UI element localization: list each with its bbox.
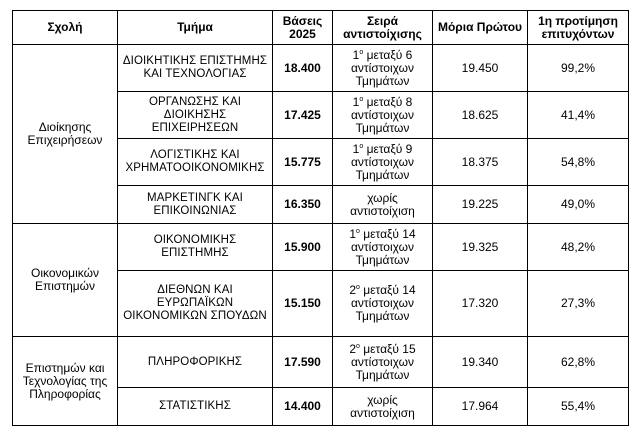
table-row: [13, 224, 629, 271]
rank-ordinal: ο: [356, 342, 360, 350]
department-cell: ΛΟΓΙΣΤΙΚΗΣ ΚΑΙ ΧΡΗΜΑΤΟΟΙΚΟΝΟΜΙΚΗΣ: [118, 139, 273, 186]
rank-number: 1: [349, 226, 357, 241]
base-cell: 17.425: [273, 92, 333, 139]
school-cell: Επιστημών και Τεχνολογίας της Πληροφορίας: [13, 337, 118, 426]
rank-ordinal: ο: [356, 284, 360, 291]
first-pref-cell: 55,4%: [528, 388, 629, 426]
rank-number: 2: [349, 341, 357, 356]
admissions-table: [12, 10, 629, 426]
rank-cell: [333, 92, 433, 139]
rank-cell: [333, 45, 433, 92]
first-points-cell: 18.625: [433, 92, 528, 139]
rank-number: 1: [352, 141, 360, 156]
rank-text: μεταξύ 8 αντίστοιχων Τμημάτων: [350, 94, 414, 135]
base-cell: 16.350: [273, 186, 333, 224]
first-points-cell: 19.340: [433, 337, 528, 388]
department-cell: ΟΙΚΟΝΟΜΙΚΗΣ ΕΠΙΣΤΗΜΗΣ: [118, 224, 273, 271]
header-base: Βάσεις 2025: [273, 11, 333, 45]
first-pref-cell: 62,8%: [528, 337, 629, 388]
rank-number: 1: [352, 47, 360, 62]
first-pref-cell: 27,3%: [528, 271, 629, 337]
rank-ordinal: ο: [359, 142, 364, 150]
school-cell: Οικονομικών Επιστημών: [13, 224, 118, 337]
department-cell: ΜΑΡΚΕΤΙΝΓΚ ΚΑΙ ΕΠΙΚΟΙΝΩΝΙΑΣ: [118, 186, 273, 224]
department-cell: ΔΙΕΘΝΩΝ ΚΑΙ ΕΥΡΩΠΑΪΚΩΝ ΟΙΚΟΝΟΜΙΚΩΝ ΣΠΟΥΔΩΝ: [118, 271, 273, 337]
base-cell: 15.775: [273, 139, 333, 186]
base-cell: 14.400: [273, 388, 333, 426]
first-points-cell: 19.325: [433, 224, 528, 271]
base-cell: 18.400: [273, 45, 333, 92]
rank-number: 2: [349, 283, 357, 297]
rank-number: 1: [352, 94, 360, 109]
department-cell: ΣΤΑΤΙΣΤΙΚΗΣ: [118, 388, 273, 426]
rank-text: μεταξύ 6 αντίστοιχων Τμημάτων: [350, 47, 414, 88]
rank-text: χωρίς αντιστοίχιση: [350, 392, 415, 420]
rank-ordinal: ο: [359, 48, 364, 56]
rank-cell: [333, 271, 433, 337]
first-pref-cell: 49,0%: [528, 186, 629, 224]
table-row: [13, 337, 629, 388]
rank-cell: [333, 224, 433, 271]
rank-cell: [333, 186, 433, 224]
first-points-cell: 19.450: [433, 45, 528, 92]
rank-text: χωρίς αντιστοίχιση: [350, 190, 415, 218]
first-pref-cell: 99,2%: [528, 45, 629, 92]
rank-text: μεταξύ 14 αντίστοιχων Τμημάτων: [350, 226, 416, 267]
first-pref-cell: 41,4%: [528, 92, 629, 139]
rank-cell: [333, 337, 433, 388]
base-cell: 17.590: [273, 337, 333, 388]
header-rank: Σειρά αντιστοίχισης: [333, 11, 433, 45]
rank-ordinal: ο: [359, 95, 364, 103]
first-points-cell: 18.375: [433, 139, 528, 186]
rank-cell: [333, 388, 433, 426]
first-pref-cell: 48,2%: [528, 224, 629, 271]
department-cell: ΔΙΟΙΚΗΤΙΚΗΣ ΕΠΙΣΤΗΜΗΣ ΚΑΙ ΤΕΧΝΟΛΟΓΙΑΣ: [118, 45, 273, 92]
header-first-points: Μόρια Πρώτου: [433, 11, 528, 45]
rank-ordinal: ο: [356, 227, 360, 235]
department-cell: ΠΛΗΡΟΦΟΡΙΚΗΣ: [118, 337, 273, 388]
base-cell: 15.900: [273, 224, 333, 271]
first-points-cell: 17.964: [433, 388, 528, 426]
base-cell: 15.150: [273, 271, 333, 337]
first-points-cell: 17.320: [433, 271, 528, 337]
header-row: [13, 11, 629, 45]
first-pref-cell: 54,8%: [528, 139, 629, 186]
header-department: Τμήμα: [118, 11, 273, 45]
first-points-cell: 19.225: [433, 186, 528, 224]
header-school: Σχολή: [13, 11, 118, 45]
header-first-pref: 1η προτίμηση επιτυχόντων: [528, 11, 629, 45]
rank-text: μεταξύ 15 αντίστοιχων Τμημάτων: [350, 341, 416, 382]
rank-text: μεταξύ 14 αντίστοιχων Τμημάτων: [350, 283, 416, 323]
school-cell: Διοίκησης Επιχειρήσεων: [13, 45, 118, 224]
rank-text: μεταξύ 9 αντίστοιχων Τμημάτων: [350, 141, 414, 182]
department-cell: ΟΡΓΑΝΩΣΗΣ ΚΑΙ ΔΙΟΙΚΗΣΗΣ ΕΠΙΧΕΙΡΗΣΕΩΝ: [118, 92, 273, 139]
rank-cell: [333, 139, 433, 186]
table-row: [13, 45, 629, 92]
